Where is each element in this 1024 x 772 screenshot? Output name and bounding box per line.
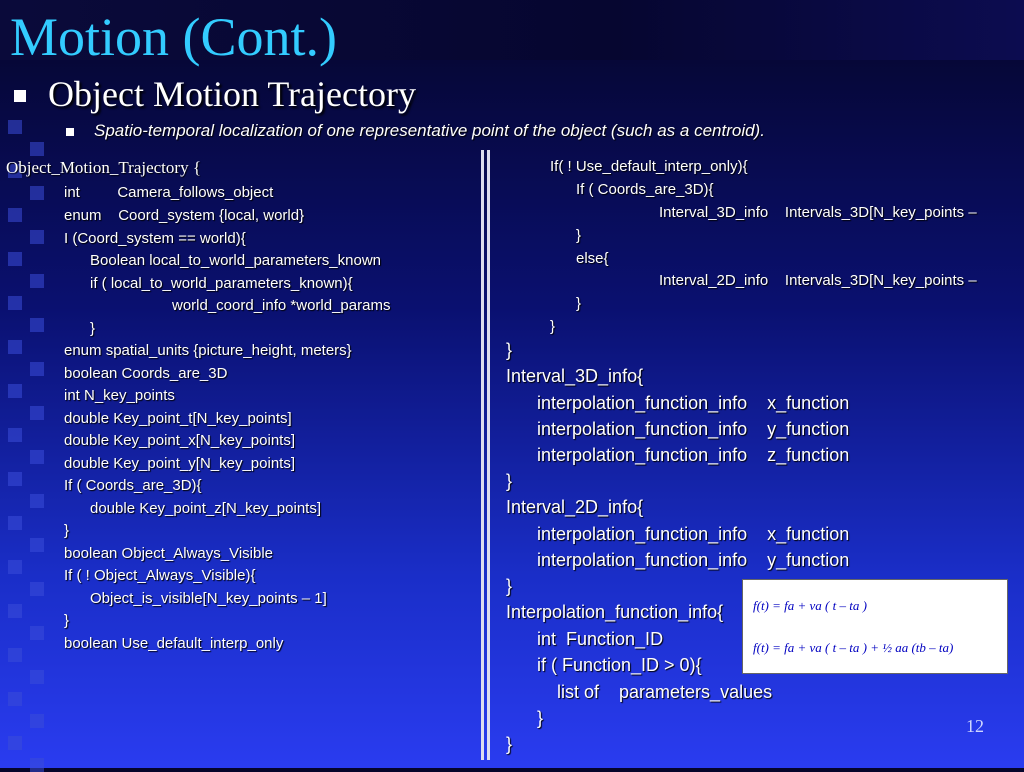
decorative-square: [8, 516, 22, 530]
code-line: Object_Motion_Trajectory {: [6, 158, 201, 177]
decorative-square: [8, 208, 22, 222]
code-line: Boolean local_to_world_parameters_known: [90, 252, 382, 269]
decorative-square: [8, 428, 22, 442]
code-line: }: [576, 227, 582, 244]
column-divider: [481, 150, 484, 760]
code-line: double Key_point_z[N_key_points]: [90, 500, 321, 517]
code-line: double Key_point_t[N_key_points]: [64, 410, 292, 427]
decorative-square: [8, 692, 22, 706]
decorative-square: [8, 384, 22, 398]
code-line: Interpolation_function_info{: [506, 602, 724, 622]
code-line: enum Coord_system {local, world}: [64, 207, 305, 224]
code-line: if ( local_to_world_parameters_known){: [90, 275, 353, 292]
code-line: interpolation_function_info y_function: [537, 419, 850, 439]
code-line: boolean Object_Always_Visible: [64, 545, 274, 562]
code-line: I (Coord_system == world){: [64, 230, 246, 247]
code-line: }: [537, 708, 544, 728]
decorative-square: [30, 450, 44, 464]
code-line: If( ! Use_default_interp_only){: [550, 158, 748, 175]
code-line: If ( Coords_are_3D){: [576, 181, 714, 198]
code-line: int N_key_points: [64, 387, 175, 404]
code-line: interpolation_function_info y_function: [537, 550, 850, 570]
decorative-square: [30, 626, 44, 640]
code-line: world_coord_info *world_params: [172, 297, 391, 314]
code-line: list of parameters_values: [557, 682, 773, 702]
decorative-square: [8, 560, 22, 574]
code-line: interpolation_function_info x_function: [537, 524, 850, 544]
decorative-square: [30, 142, 44, 156]
decorative-square: [8, 736, 22, 750]
decorative-square: [8, 252, 22, 266]
code-line: If ( ! Object_Always_Visible){: [64, 567, 256, 584]
decorative-square: [30, 758, 44, 772]
code-line: Interval_2D_info{: [506, 497, 644, 517]
formula-box: [742, 579, 1008, 674]
formula-line: f(t) = fa + va ( t – ta ) + ½ aa (tb – ta): [753, 640, 954, 655]
bullet-square-icon: [14, 90, 26, 102]
column-divider: [487, 150, 490, 760]
code-line: }: [506, 576, 513, 596]
code-line: Interval_2D_info Intervals_3D[N_key_points –: [659, 272, 977, 289]
code-line: interpolation_function_info z_function: [537, 445, 850, 465]
decorative-square: [30, 494, 44, 508]
code-line: Interval_3D_info{: [506, 366, 644, 386]
slide-title: Motion (Cont.): [10, 7, 338, 67]
formula-line: f(t) = fa + va ( t – ta ): [753, 598, 867, 613]
code-line: else{: [576, 250, 609, 267]
code-line: }: [64, 612, 70, 629]
decorative-square: [30, 714, 44, 728]
decorative-square: [30, 230, 44, 244]
code-line: Interval_3D_info Intervals_3D[N_key_points –: [659, 204, 977, 221]
code-line: Object_is_visible[N_key_points – 1]: [90, 590, 327, 607]
code-line: }: [506, 340, 513, 360]
decorative-square: [30, 274, 44, 288]
decorative-square: [8, 648, 22, 662]
code-line: enum spatial_units {picture_height, meters}: [64, 342, 352, 359]
code-line: }: [506, 734, 513, 754]
decorative-square: [30, 582, 44, 596]
code-line: boolean Coords_are_3D: [64, 365, 228, 382]
code-line: double Key_point_x[N_key_points]: [64, 432, 295, 449]
code-line: boolean Use_default_interp_only: [64, 635, 284, 652]
decorative-square: [8, 296, 22, 310]
sub-bullet-square-icon: [66, 128, 74, 136]
decorative-square: [30, 670, 44, 684]
decorative-square: [30, 318, 44, 332]
decorative-square: [8, 120, 22, 134]
code-line: double Key_point_y[N_key_points]: [64, 455, 295, 472]
code-line: }: [64, 522, 70, 539]
code-line: }: [506, 471, 513, 491]
code-line: If ( Coords_are_3D){: [64, 477, 202, 494]
decorative-square: [8, 472, 22, 486]
decorative-square: [30, 538, 44, 552]
decorative-square: [30, 362, 44, 376]
code-line: if ( Function_ID > 0){: [537, 655, 702, 675]
code-line: }: [90, 320, 96, 337]
decorative-square: [30, 186, 44, 200]
page-number: 12: [966, 716, 984, 736]
code-line: int Camera_follows_object: [64, 184, 274, 201]
decorative-square: [30, 406, 44, 420]
decorative-square: [8, 604, 22, 618]
code-line: }: [576, 295, 582, 312]
code-line: }: [550, 318, 556, 335]
decorative-square: [8, 340, 22, 354]
code-line: int Function_ID: [537, 629, 664, 649]
bullet-heading: Object Motion Trajectory: [48, 74, 416, 114]
decorative-square-grid: [0, 0, 60, 768]
code-line: interpolation_function_info x_function: [537, 393, 850, 413]
sub-bullet-text: Spatio-temporal localization of one representative point of the object (such as a centroid).: [94, 121, 765, 140]
